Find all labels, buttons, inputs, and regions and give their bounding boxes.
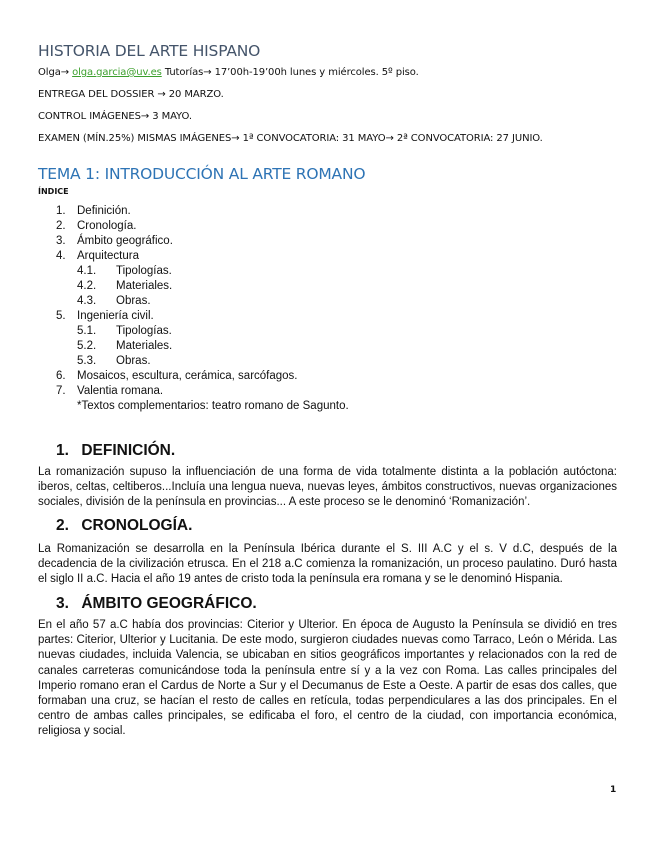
email-link[interactable]: olga.garcia@uv.es — [72, 67, 162, 78]
toc-text: Mosaicos, escultura, cerámica, sarcófagos. — [77, 370, 298, 382]
section-title: ÁMBITO GEOGRÁFICO. — [81, 595, 257, 612]
page-number: 1 — [610, 785, 617, 795]
toc-subitem — [56, 324, 476, 339]
section-heading-ambito — [56, 595, 257, 613]
table-of-contents — [56, 204, 476, 414]
contact-suffix: Tutorías→ 17’00h-19’00h lunes y miércoles. 5º piso. — [161, 67, 419, 78]
toc-number: 6. — [56, 370, 66, 382]
toc-text: Materiales. — [116, 280, 173, 292]
toc-number: 4.2. — [77, 280, 97, 292]
toc-text: *Textos complementarios: teatro romano de Sagunto. — [77, 400, 349, 412]
section-heading-cronologia — [56, 517, 192, 535]
toc-item — [56, 234, 476, 249]
toc-subitem — [56, 294, 476, 309]
section-title: CRONOLOGÍA. — [81, 517, 193, 534]
toc-note — [56, 399, 476, 414]
toc-text: Obras. — [116, 295, 151, 307]
section-body-cronologia: La Romanización se desarrolla en la Península Ibérica durante el S. III A.C y el s. V d.C, después de la decadencia de la civilización etrusca. En el 218 a.C comienza la romanización, un proceso paulatino. Duró hasta el siglo II a.C. Hacia el año 19 antes de cristo toda la península era romana y se le denominó Hispania. — [38, 543, 617, 586]
section-number: 3. — [56, 595, 69, 612]
toc-item — [56, 219, 476, 234]
toc-text: Obras. — [116, 355, 151, 367]
toc-text: Valentia romana. — [77, 385, 164, 397]
toc-text: Definición. — [77, 205, 131, 217]
section-number: 1. — [56, 442, 69, 459]
control-line: CONTROL IMÁGENES→ 3 MAYO. — [38, 111, 192, 122]
toc-text: Arquitectura — [77, 250, 140, 262]
toc-number: 7. — [56, 385, 66, 397]
section-body-definicion: La romanización supuso la influenciación de una forma de vida totalmente distinta a la población autóctona: iberos, celtas, celtiberos...Incluía una lengua nueva, nuevas leyes, ámbitos constructivos, nuevas organizaciones sociales, división de la península en provincias... A este proceso se le denominó ‘Romanización’. — [38, 466, 617, 509]
toc-number: 5.1. — [77, 325, 97, 337]
toc-item — [56, 204, 476, 219]
toc-number: 1. — [56, 205, 66, 217]
toc-text: Cronología. — [77, 220, 137, 232]
tema-title: TEMA 1: INTRODUCCIÓN AL ARTE ROMANO — [38, 165, 366, 183]
contact-line — [38, 67, 419, 78]
toc-item — [56, 384, 476, 399]
toc-text: Ámbito geográfico. — [77, 235, 173, 247]
document-title: HISTORIA DEL ARTE HISPANO — [38, 42, 261, 60]
contact-prefix: Olga→ — [38, 67, 73, 78]
toc-subitem — [56, 339, 476, 354]
toc-number: 4.1. — [77, 265, 97, 277]
toc-text: Tipologías. — [116, 265, 172, 277]
toc-item — [56, 369, 476, 384]
toc-subitem — [56, 264, 476, 279]
toc-item — [56, 309, 476, 324]
toc-number: 2. — [56, 220, 66, 232]
toc-text: Ingeniería civil. — [77, 310, 154, 322]
section-heading-definicion — [56, 442, 175, 460]
examen-line: EXAMEN (MÍN.25%) MISMAS IMÁGENES→ 1ª CONVOCATORIA: 31 MAYO→ 2ª CONVOCATORIA: 27 JUNIO. — [38, 133, 543, 144]
entrega-line: ENTREGA DEL DOSSIER → 20 MARZO. — [38, 89, 224, 100]
toc-number: 5. — [56, 310, 66, 322]
section-title: DEFINICIÓN. — [81, 442, 176, 459]
indice-label: ÍNDICE — [38, 187, 69, 196]
toc-text: Tipologías. — [116, 325, 172, 337]
toc-subitem — [56, 279, 476, 294]
toc-subitem — [56, 354, 476, 369]
toc-text: Materiales. — [116, 340, 173, 352]
section-body-ambito: En el año 57 a.C había dos provincias: Citerior y Ulterior. En época de Augusto la Península se dividió en tres partes: Citerior, Ulterior y Lucitania. De este modo, surgieron ciudades nuevas como Tarraco, León o Mérida. Las nuevas ciudades, incluida Valencia, se ubicaban en sitios geográficos importantes y relacionados con la red de canales carreteras comunicándose toda la península entre sí y a la vez con Roma. Las calles principales del Imperio romano eran el Cardus de Norte a Sur y el Decumanus de Este a Oeste. A partir de esas dos calles, que formaban una cruz, se hacían el resto de calles en retícula, todas perpendiculares a las dos principales. En el centro de ambas calles principales, se edificaba el foro, el centro de la ciudad, con importancia económica, religiosa y social. — [38, 619, 617, 738]
toc-number: 3. — [56, 235, 66, 247]
toc-number: 4. — [56, 250, 66, 262]
toc-number: 4.3. — [77, 295, 97, 307]
toc-number: 5.3. — [77, 355, 97, 367]
toc-number: 5.2. — [77, 340, 97, 352]
section-number: 2. — [56, 517, 69, 534]
toc-item — [56, 249, 476, 264]
